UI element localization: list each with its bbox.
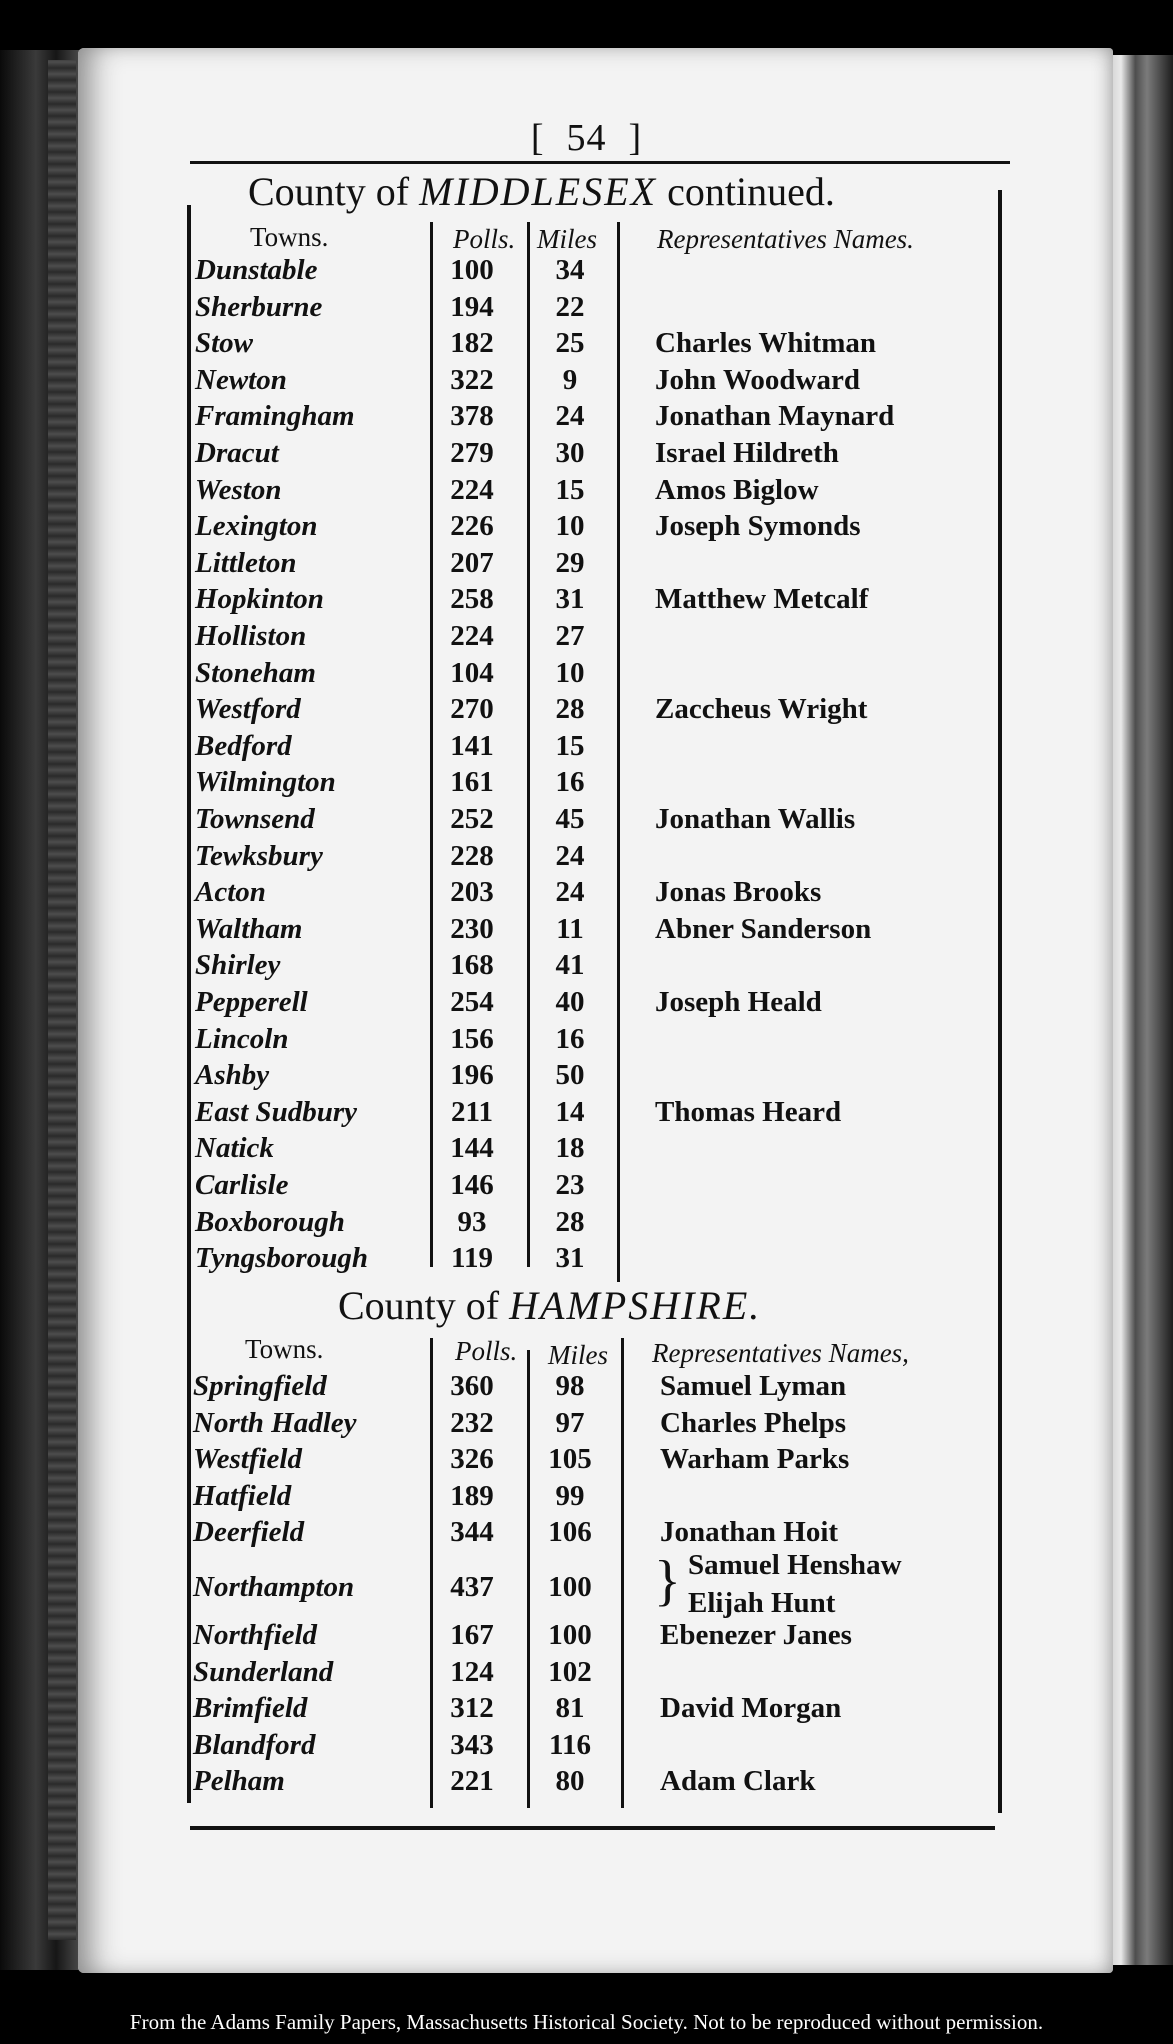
miles-value: 99 xyxy=(555,1479,585,1512)
miles-value: 10 xyxy=(555,510,585,543)
polls-value: 167 xyxy=(450,1619,494,1651)
miles-value: 24 xyxy=(555,876,585,909)
town-name: Lexington xyxy=(195,510,318,543)
town-name: Deerfield xyxy=(193,1516,305,1548)
polls-value: 189 xyxy=(450,1479,494,1512)
brace-mark: } xyxy=(654,1549,681,1612)
miles-value: 15 xyxy=(555,473,585,506)
town-name: Hatfield xyxy=(193,1479,292,1512)
miles-value: 23 xyxy=(555,1169,585,1201)
polls-value: 312 xyxy=(450,1692,494,1724)
town-name: Pepperell xyxy=(195,986,308,1018)
town-name: Westfield xyxy=(193,1443,302,1475)
miles-value: 31 xyxy=(555,1242,585,1275)
polls-value: 322 xyxy=(450,363,494,396)
polls-value: 203 xyxy=(450,876,494,909)
town-name: Springfield xyxy=(193,1370,327,1402)
polls-value: 207 xyxy=(450,546,494,579)
miles-value: 40 xyxy=(555,986,585,1018)
representative-name: David Morgan xyxy=(660,1692,842,1724)
polls-value: 258 xyxy=(450,583,494,616)
polls-value: 93 xyxy=(457,1205,487,1238)
representative-name: Jonathan Maynard xyxy=(655,400,895,433)
header-polls-2: Polls. xyxy=(455,1336,518,1366)
polls-value: 232 xyxy=(450,1406,494,1439)
polls-value: 182 xyxy=(450,327,494,360)
polls-value: 279 xyxy=(450,437,494,469)
representative-name: Charles Whitman xyxy=(655,327,877,360)
miles-value: 106 xyxy=(548,1516,592,1548)
polls-value: 196 xyxy=(450,1059,494,1092)
representative-name: Amos Biglow xyxy=(655,473,819,506)
polls-value: 360 xyxy=(450,1370,494,1402)
copyright-footer: From the Adams Family Papers, Massachusetts Historical Society. Not to be reproduced without permission. xyxy=(129,2010,1044,2034)
representative-name: Jonas Brooks xyxy=(655,876,822,909)
town-name: Brimfield xyxy=(193,1692,308,1724)
town-name: Dunstable xyxy=(195,254,318,286)
polls-value: 119 xyxy=(451,1242,493,1275)
bottom-rule xyxy=(190,1826,995,1830)
binding-edge xyxy=(48,60,76,1940)
polls-value: 144 xyxy=(450,1132,494,1165)
miles-value: 16 xyxy=(555,766,585,799)
miles-value: 100 xyxy=(548,1619,592,1651)
polls-value: 437 xyxy=(450,1570,494,1603)
miles-value: 25 xyxy=(555,327,585,360)
town-name: Stoneham xyxy=(195,656,316,689)
representative-name: Warham Parks xyxy=(660,1443,850,1475)
representative-name: Joseph Heald xyxy=(655,986,822,1018)
miles-value: 102 xyxy=(548,1655,592,1688)
county-heading-middlesex: County of MIDDLESEX continued. xyxy=(248,169,835,214)
town-name: Tewksbury xyxy=(195,839,323,872)
polls-value: 141 xyxy=(450,729,494,762)
town-name: Littleton xyxy=(195,546,297,579)
header-miles-2: Miles xyxy=(548,1340,608,1370)
representative-name: Zaccheus Wright xyxy=(655,693,868,726)
miles-value: 9 xyxy=(562,363,578,396)
miles-value: 14 xyxy=(555,1095,585,1128)
miles-value: 30 xyxy=(555,437,585,469)
polls-value: 378 xyxy=(450,400,494,433)
representative-name: Abner Sanderson xyxy=(655,912,872,945)
county-heading-hampshire: County of HAMPSHIRE. xyxy=(338,1283,762,1328)
representative-name: Samuel Henshaw xyxy=(688,1548,902,1581)
polls-value: 270 xyxy=(450,693,494,726)
town-name: Westford xyxy=(195,693,301,726)
top-rule xyxy=(190,161,1010,164)
miles-value: 50 xyxy=(555,1059,585,1092)
representative-name: Ebenezer Janes xyxy=(660,1619,852,1651)
town-name: Carlisle xyxy=(195,1169,289,1201)
town-name: Waltham xyxy=(195,912,303,945)
miles-value: 16 xyxy=(555,1022,585,1055)
town-name: Bedford xyxy=(195,729,292,762)
polls-value: 224 xyxy=(450,473,494,506)
polls-value: 124 xyxy=(450,1655,494,1688)
town-name: Stow xyxy=(195,327,254,360)
miles-value: 11 xyxy=(556,912,584,945)
miles-value: 10 xyxy=(555,656,585,689)
miles-value: 100 xyxy=(548,1570,592,1603)
polls-value: 168 xyxy=(450,949,494,982)
miles-value: 28 xyxy=(555,693,585,726)
page-edge xyxy=(1108,55,1173,1965)
town-name: Pelham xyxy=(193,1765,285,1797)
miles-value: 15 xyxy=(555,729,585,762)
header-towns-2: Towns. xyxy=(245,1334,324,1364)
header-miles: Miles xyxy=(537,224,597,254)
header-representatives: Representatives Names. xyxy=(657,224,914,254)
miles-value: 97 xyxy=(555,1406,585,1439)
frame-right-line xyxy=(998,190,1002,1813)
town-name: North Hadley xyxy=(193,1406,357,1439)
representative-name: Israel Hildreth xyxy=(655,437,839,469)
polls-value: 326 xyxy=(450,1443,494,1475)
polls-value: 343 xyxy=(450,1728,494,1761)
representative-name: Thomas Heard xyxy=(655,1095,842,1128)
town-name: Tyngsborough xyxy=(195,1242,368,1275)
polls-value: 252 xyxy=(450,803,494,835)
polls-value: 230 xyxy=(450,912,494,945)
header-towns: Towns. xyxy=(250,222,329,252)
town-name: Weston xyxy=(195,473,282,506)
representative-name: Charles Phelps xyxy=(660,1406,847,1439)
town-name: Wilmington xyxy=(195,766,336,799)
polls-value: 211 xyxy=(451,1095,493,1128)
polls-value: 194 xyxy=(450,290,494,323)
miles-value: 27 xyxy=(555,620,585,652)
polls-value: 344 xyxy=(450,1516,494,1548)
miles-value: 81 xyxy=(555,1692,585,1724)
polls-value: 228 xyxy=(450,839,494,872)
column-divider-reps xyxy=(617,222,620,1282)
town-name: Shirley xyxy=(195,949,281,982)
town-name: Newton xyxy=(195,363,287,396)
polls-value: 161 xyxy=(450,766,494,799)
polls-value: 226 xyxy=(450,510,494,543)
miles-value: 80 xyxy=(555,1765,585,1797)
representative-name: Joseph Symonds xyxy=(655,510,861,543)
representative-name: Elijah Hunt xyxy=(688,1586,836,1619)
miles-value: 22 xyxy=(555,290,585,323)
town-name: Hopkinton xyxy=(195,583,324,616)
miles-value: 105 xyxy=(548,1443,592,1475)
miles-value: 18 xyxy=(555,1132,585,1165)
town-name: Natick xyxy=(195,1132,274,1165)
polls-value: 221 xyxy=(450,1765,494,1797)
town-name: Lincoln xyxy=(195,1022,289,1055)
representative-name: Adam Clark xyxy=(660,1765,816,1797)
polls-value: 156 xyxy=(450,1022,494,1055)
miles-value: 28 xyxy=(555,1205,585,1238)
frame-left-line xyxy=(187,205,191,1803)
polls-value: 100 xyxy=(450,254,494,286)
column-divider-reps-2 xyxy=(621,1338,624,1808)
header-polls: Polls. xyxy=(453,224,516,254)
town-name: Sherburne xyxy=(195,290,323,323)
town-name: Holliston xyxy=(195,620,307,652)
miles-value: 29 xyxy=(555,546,585,579)
representative-name: Jonathan Wallis xyxy=(655,803,856,835)
polls-value: 146 xyxy=(450,1169,494,1201)
representative-name: Matthew Metcalf xyxy=(655,583,869,616)
representative-name: Jonathan Hoit xyxy=(660,1516,839,1548)
town-name: East Sudbury xyxy=(195,1095,357,1128)
miles-value: 116 xyxy=(549,1728,591,1761)
town-name: Townsend xyxy=(195,803,315,835)
town-name: Acton xyxy=(195,876,266,909)
town-name: Northfield xyxy=(193,1619,318,1651)
town-name: Blandford xyxy=(193,1728,316,1761)
polls-value: 104 xyxy=(450,656,494,689)
miles-value: 45 xyxy=(555,803,585,835)
town-name: Boxborough xyxy=(195,1205,345,1238)
town-name: Ashby xyxy=(195,1059,270,1092)
polls-value: 224 xyxy=(450,620,494,652)
town-name: Sunderland xyxy=(193,1655,334,1688)
miles-value: 31 xyxy=(555,583,585,616)
miles-value: 41 xyxy=(555,949,585,982)
miles-value: 24 xyxy=(555,839,585,872)
town-name: Northampton xyxy=(193,1570,355,1603)
representative-name: John Woodward xyxy=(655,363,860,396)
town-name: Framingham xyxy=(195,400,355,433)
page-number: [ 54 ] xyxy=(530,117,643,159)
town-name: Dracut xyxy=(195,437,279,469)
header-representatives-2: Representatives Names, xyxy=(652,1338,909,1368)
miles-value: 24 xyxy=(555,400,585,433)
miles-value: 34 xyxy=(555,254,585,286)
polls-value: 254 xyxy=(450,986,494,1018)
representative-name: Samuel Lyman xyxy=(660,1370,847,1402)
miles-value: 98 xyxy=(555,1370,585,1402)
